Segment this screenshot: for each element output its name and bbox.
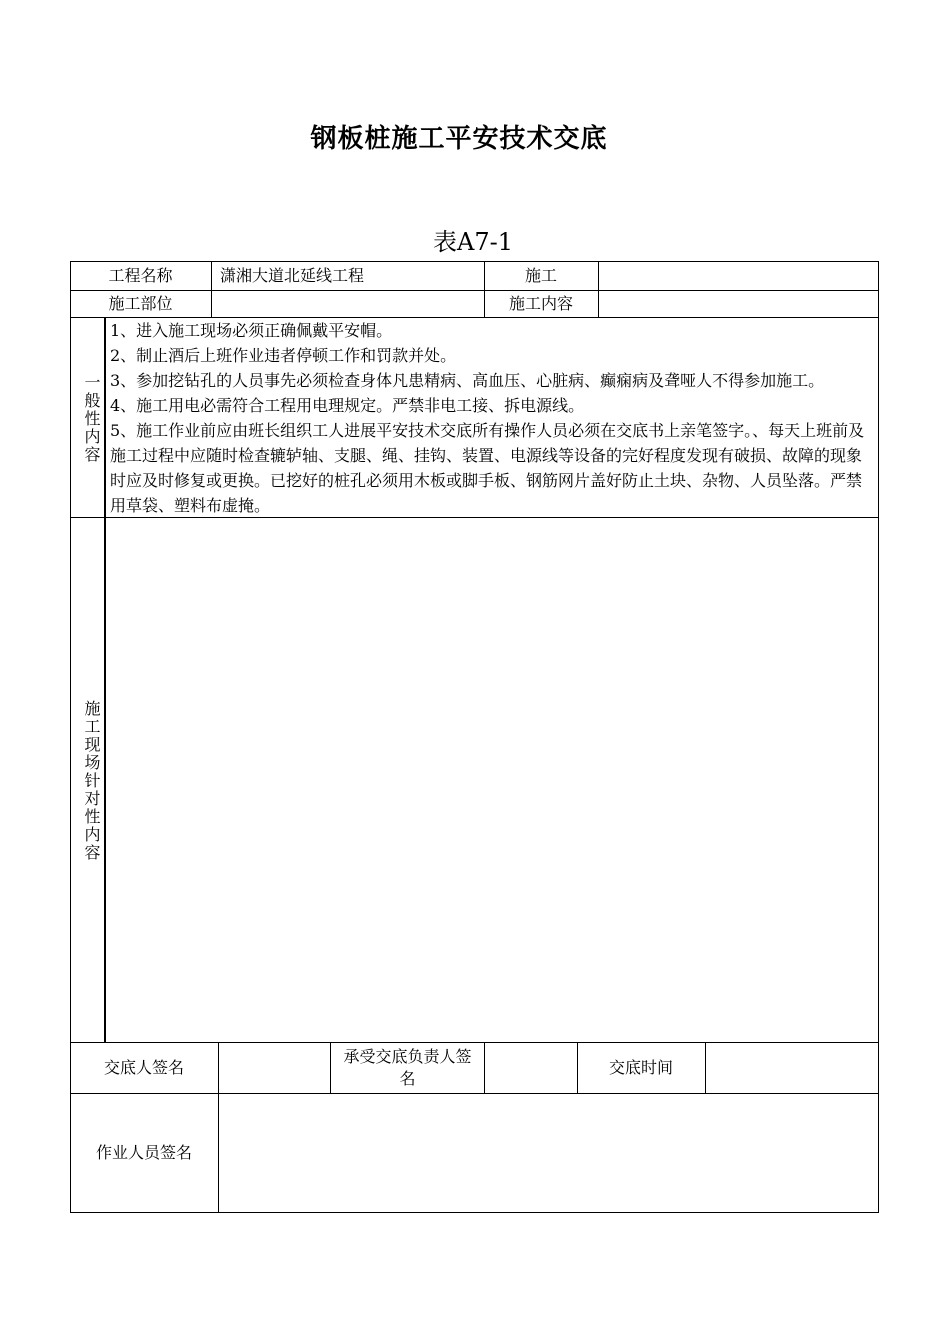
col-divider-header-3	[598, 261, 599, 317]
general-rule-item: 4、施工用电必需符合工程用电理规定。严禁非电工接、拆电源线。	[110, 396, 585, 415]
construction-value	[604, 265, 874, 290]
project-name-value: 潇湘大道北延线工程	[220, 266, 365, 285]
site-section-label: 施工现场针对性内容	[82, 699, 101, 862]
general-section-label: 一般性内容	[82, 373, 101, 464]
site-section-content	[110, 522, 875, 1037]
handover-signature-value	[218, 1042, 330, 1093]
form-number: 表A7-1	[433, 228, 513, 256]
workers-signature-value	[224, 1098, 874, 1208]
receiver-signature-value	[484, 1042, 577, 1093]
handover-time-label: 交底时间	[608, 1057, 673, 1077]
receiver-signature-label: 承受交底负责人签名	[343, 1046, 472, 1088]
handover-signature-label: 交底人签名	[103, 1057, 184, 1077]
general-rule-item: 1、进入施工现场必须正确佩戴平安帽。	[110, 321, 393, 340]
workers-signature-label: 作业人员签名	[95, 1143, 192, 1162]
location-label: 施工部位	[108, 293, 173, 313]
general-rule-item: 5、施工作业前应由班长组织工人进展平安技术交底所有操作人员必须在交底书上亲笔签字。、每天上班前及施工过程中应随时检查辘轳轴、支腿、绳、挂钩、装置、电源线等设备的完好程度发现有破损、故障的现象时应及时修复或更换。已挖好的桩孔必须用木板或脚手板、钢筋网片盖好防止土块、杂物、人员坠落。严禁用草袋、塑料布虚掩。	[110, 421, 865, 515]
project-name-label: 工程名称	[108, 265, 173, 285]
handover-time-value	[705, 1042, 879, 1093]
content-value	[604, 293, 874, 317]
col-divider-workers	[218, 1093, 219, 1213]
section-label-divider	[104, 317, 106, 1042]
location-value	[220, 293, 480, 317]
content-label: 施工内容	[508, 293, 573, 313]
construction-label: 施工	[524, 265, 557, 285]
general-rule-item: 2、制止酒后上班作业违者停顿工作和罚款并处。	[110, 346, 457, 365]
col-divider-header-1	[211, 261, 212, 317]
general-rules-list	[110, 318, 875, 518]
general-rule-item: 3、参加挖钻孔的人员事先必须检查身体凡患精病、高血压、心脏病、癫痫病及聋哑人不得参加施工。	[110, 371, 825, 390]
document-title: 钢板桩施工平安技术交底	[310, 124, 608, 154]
